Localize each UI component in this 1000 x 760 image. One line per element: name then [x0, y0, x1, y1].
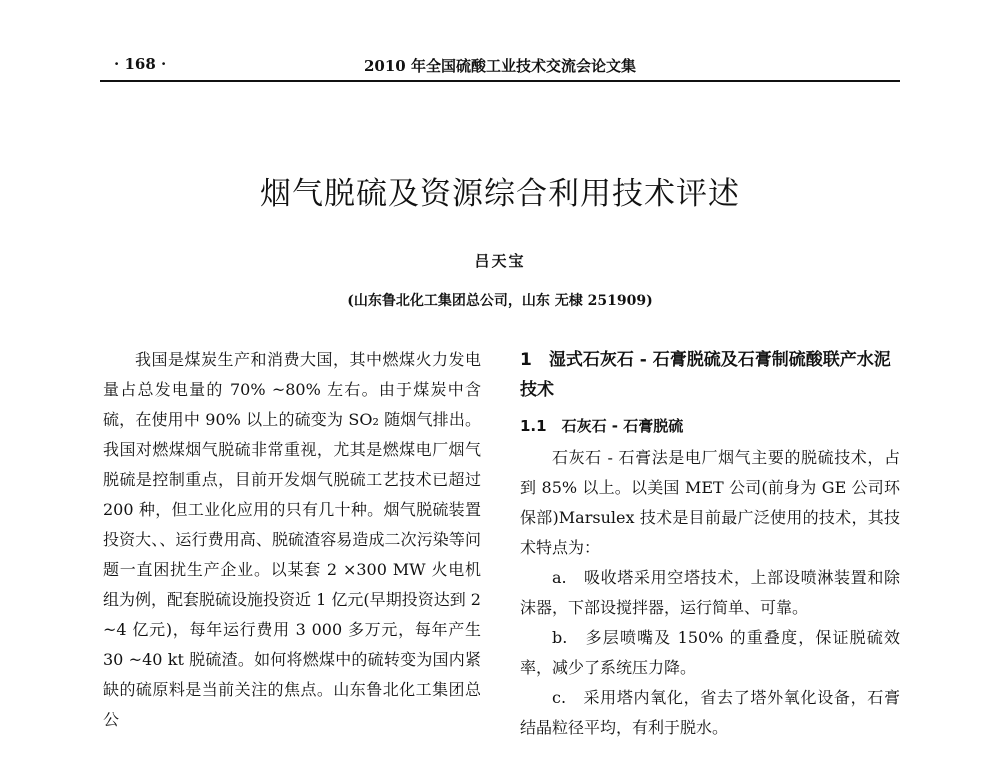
author-affiliation: (山东鲁北化工集团总公司，山东 无棣 251909)	[347, 293, 653, 309]
subsection-heading: 1.1 石灰石 - 石膏脱硫	[520, 417, 684, 435]
right-column	[520, 345, 900, 743]
author-name: 吕天宝	[474, 252, 526, 270]
intro-paragraph: 我国是煤炭生产和消费大国，其中燃煤火力发电量占总发电量的 70% ~80% 左右。由于煤炭中含硫，在使用中 90% 以上的硫变为 SO₂ 随烟气排出。我国对燃煤烟气脱硫非常重视，尤其是燃煤电厂烟气脱硫是控制重点，目前开发烟气脱硫工艺技术已超过 200 种，但工业化应用的只有几十种。烟气脱硫装置投资大、、运行费用高、脱硫渣容易造成二次污染等问题一直困扰生产企业。以某套 2 ×300 MW 火电机组为例，配套脱硫设施投资近 1 亿元(早期投资达到 2 ~4 亿元)，每年运行费用 3 000 多万元，每年产生 30 ~40 kt 脱硫渣。如何将燃煤中的硫转变为国内紧缺的硫原料是当前关注的焦点。山东鲁北化工集团总公	[103, 350, 481, 729]
header-rule	[100, 80, 900, 82]
feature-item-a: a. 吸收塔采用空塔技术，上部设喷淋装置和除沫器，下部设搅拌器，运行简单、可靠。	[520, 568, 900, 617]
section-heading: 1 湿式石灰石 - 石膏脱硫及石膏制硫酸联产水泥技术	[520, 350, 891, 400]
proceedings-title: 2010 年全国硫酸工业技术交流会论文集	[364, 57, 636, 75]
feature-item-c: c. 采用塔内氧化，省去了塔外氧化设备，石膏结晶粒径平均，有利于脱水。	[520, 688, 900, 737]
article-title: 烟气脱硫及资源综合利用技术评述	[260, 176, 740, 212]
feature-item-b: b. 多层喷嘴及 150% 的重叠度，保证脱硫效率，减少了系统压力降。	[520, 628, 900, 677]
left-column	[103, 345, 481, 735]
section-intro-paragraph: 石灰石 - 石膏法是电厂烟气主要的脱硫技术，占到 85% 以上。以美国 MET 公司(前身为 GE 公司环保部)Marsulex 技术是目前最广泛使用的技术，其技术特点为：	[520, 448, 900, 557]
running-header	[100, 55, 900, 77]
page-number: · 168 ·	[114, 55, 167, 73]
